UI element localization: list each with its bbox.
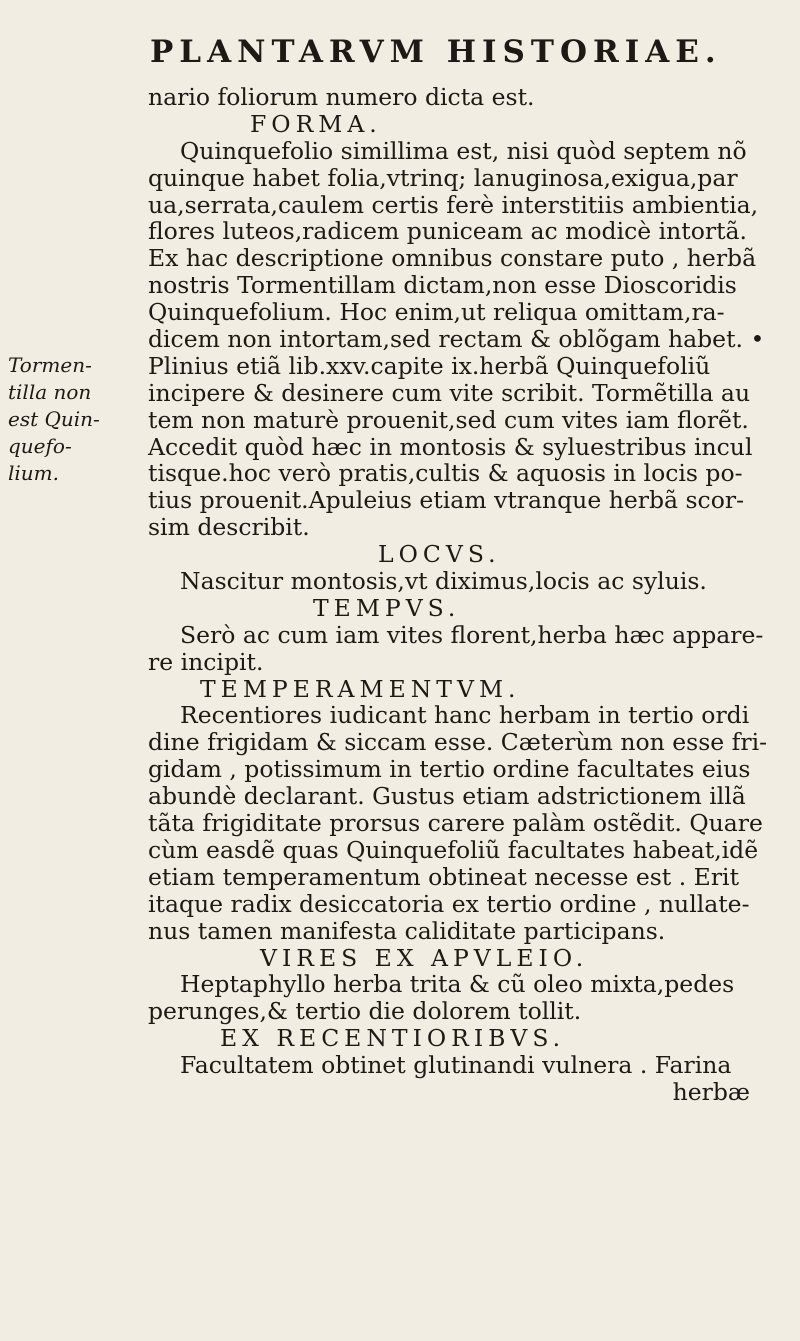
text-line: flores luteos,radicem puniceam ac modicè intortã. [148,217,748,246]
margin-note-line: lium. [8,460,59,485]
text-line: tãta frigiditate prorsus carere palàm ostẽdit. Quare [148,809,763,838]
margin-note-line: est Quin- [8,406,100,431]
text-line: gidam , potissimum in tertio ordine facultates eius [148,755,751,784]
text-line: itaque radix desiccatoria ex tertio ordine , nullate- [148,889,750,918]
text-line: tius prouenit.Apuleius etiam vtranque herbã scor- [148,486,745,515]
section-heading: LOCVS. [378,540,501,569]
section-heading: TEMPERAMENTVM. [200,674,521,703]
text-line: Quinquefolium. Hoc enim,ut reliqua omittam,ra- [148,298,725,327]
text-line: nostris Tormentillam dictam,non esse Dioscoridis [148,271,737,300]
text-line: Ex hac descriptione omnibus constare puto , herbã [148,244,757,273]
text-line: nario foliorum numero dicta est. [148,83,535,111]
text-line: Serò ac cum iam vites florent,herba hæc appare- [180,620,764,649]
text-line: Accedit quòd hæc in montosis & syluestribus incul [148,432,753,461]
text-line: cùm easdẽ quas Quinquefoliũ facultates habeat,idẽ [148,835,759,864]
text-line: dicem non intortam,sed rectam & oblõgam habet. • [148,325,765,354]
margin-note-line: quefo- [8,433,72,458]
section-heading: TEMPVS. [313,593,461,622]
text-line: sim describit. [148,513,310,542]
text-line: Recentiores iudicant hanc herbam in tertio ordi [180,701,750,730]
text-line: nus tamen manifesta caliditate participans. [148,916,666,945]
catchword: herbæ [672,1077,750,1106]
main-text [148,84,780,1106]
text-line: tem non maturè prouenit,sed cum vites iam florẽt. [148,405,749,434]
text-line: dine frigidam & siccam esse. Cæterùm non esse fri- [148,728,768,757]
text-line: quinque habet folia,vtrinq; lanuginosa,exigua,par [148,163,738,192]
margin-note-line: Tormen- [8,353,92,377]
text-line: Plinius etiã lib.xxv.capite ix.herbã Quinquefoliũ [148,351,711,380]
text-line: Quinquefolio simillima est, nisi quòd septem nõ [180,136,747,165]
text-line: etiam temperamentum obtineat necesse est . Erit [148,862,740,891]
section-heading: VIRES EX APVLEIO. [260,943,589,972]
margin-note-line: tilla non [8,379,92,404]
running-head: PLANTARVM HISTORIAE. [150,34,722,70]
text-line: perunges,& tertio die dolorem tollit. [148,997,582,1026]
text-line: tisque.hoc verò pratis,cultis & aquosis in locis po- [148,459,743,488]
text-line: ua,serrata,caulem certis ferè interstitiis ambientia, [148,190,759,219]
text-line: Facultatem obtinet glutinandi vulnera . Farina [180,1051,732,1080]
text-line: abundè declarant. Gustus etiam adstrictionem illã [148,782,746,811]
text-line: Heptaphyllo herba trita & cũ oleo mixta,pedes [180,970,735,999]
section-heading: FORMA. [250,109,382,138]
text-line: re incipit. [148,647,264,676]
section-heading: EX RECENTIORIBVS. [220,1024,566,1053]
text-line: incipere & desinere cum vite scribit. Tormẽtilla au [148,378,751,407]
text-line: Nascitur montosis,vt diximus,locis ac syluis. [180,567,707,596]
margin-note [8,352,143,486]
